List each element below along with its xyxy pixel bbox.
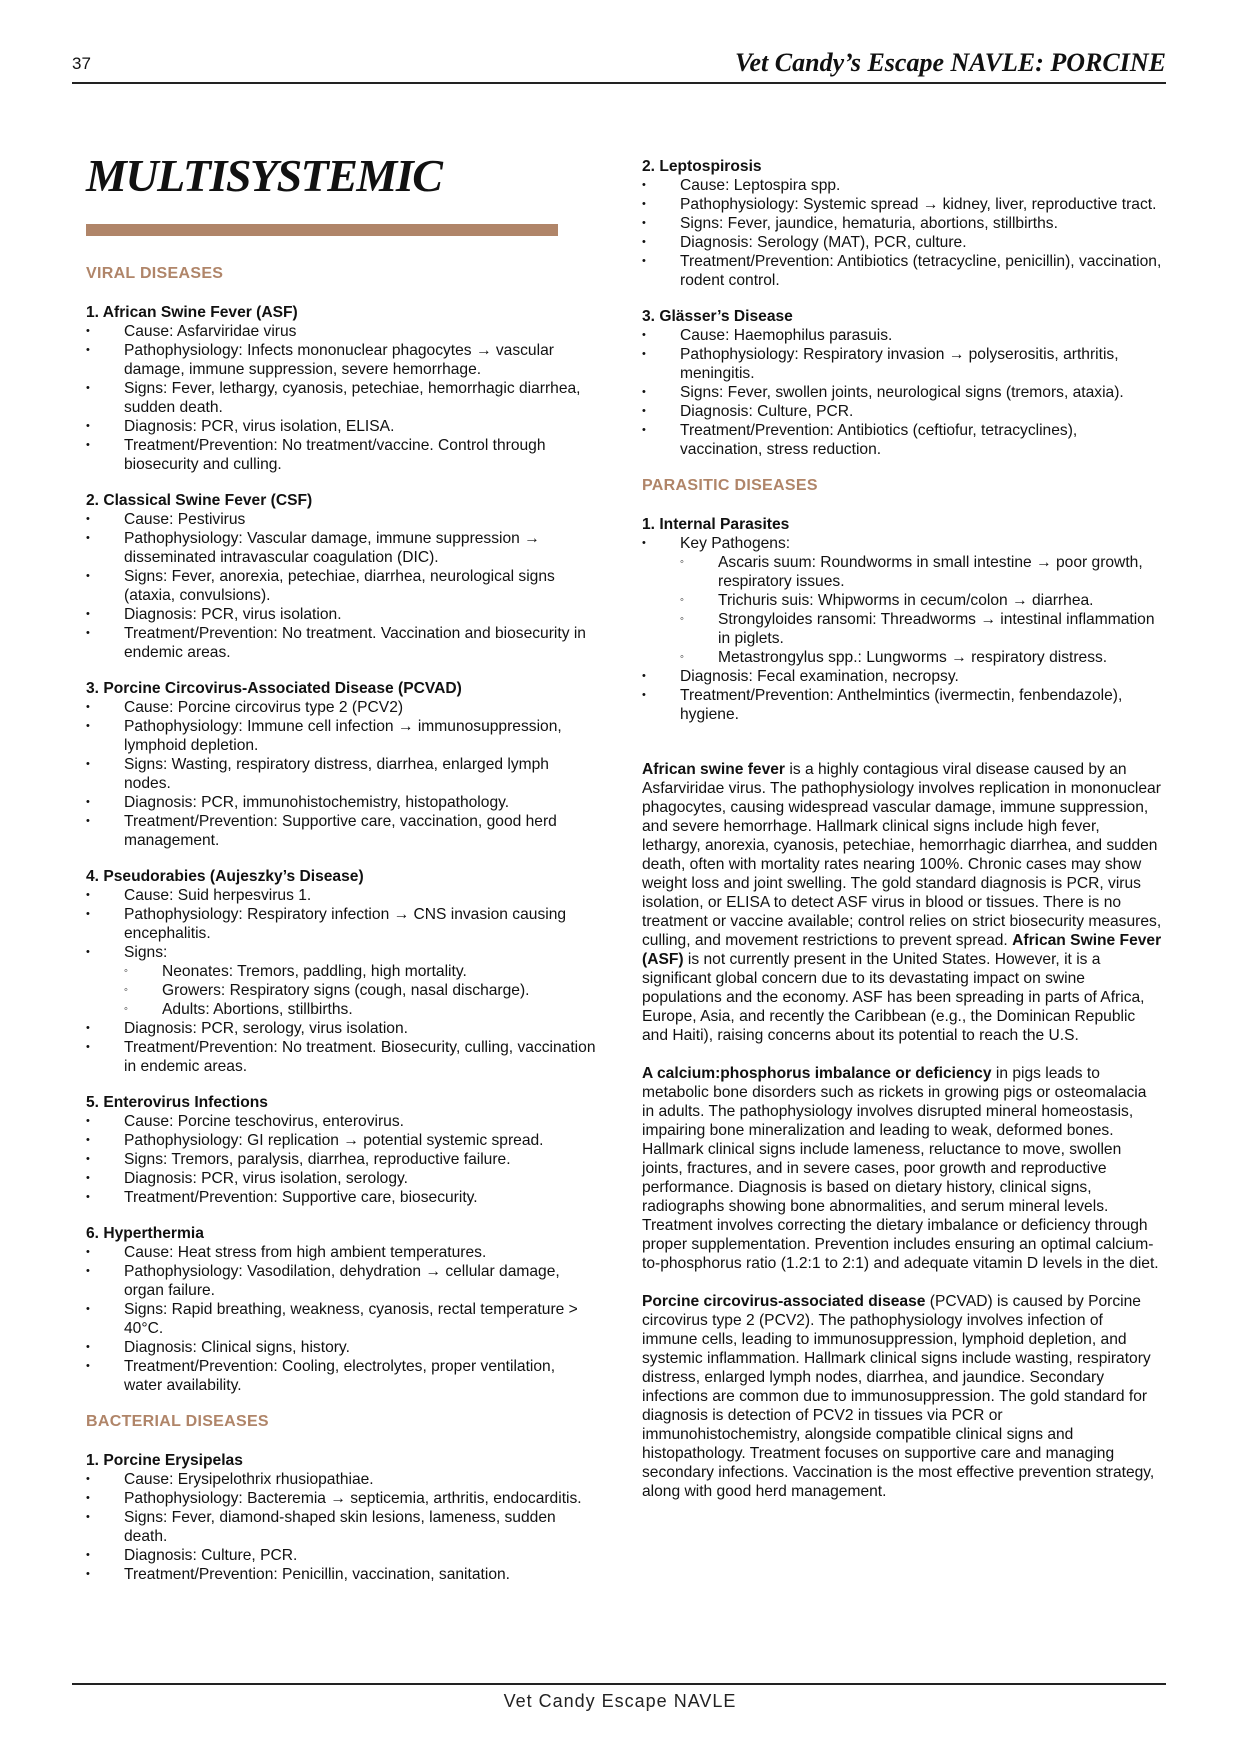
list-item: • Treatment/Prevention: No treatment. Vaccination and biosecurity in endemic areas. [86, 624, 596, 662]
disease-enterovirus [86, 1093, 596, 1207]
bullet-list [642, 534, 1162, 724]
list-item: • Pathophysiology: GI replication → potential systemic spread. [86, 1131, 596, 1150]
disease-glassers [642, 307, 1162, 459]
asf-text-2: is not currently present in the United States. However, it is a significant global concern due to its devastating impact on swine populations and the economy. ASF has been spreading in parts of Africa, Europe, Asia, and recently the Caribbean (e.g., the Dominican Republic and Haiti), raising concerns about its potential to reach the U.S. [642, 951, 1145, 1044]
sub-list [680, 553, 1162, 667]
disease-title: 1. African Swine Fever (ASF) [86, 304, 298, 321]
asf-bold-2: African Swine Fever (ASF) [642, 932, 1162, 968]
list-item: • Treatment/Prevention: Antibiotics (ceftiofur, tetracyclines), vaccination, stress reduction. [642, 421, 1162, 459]
list-item: • Pathophysiology: Infects mononuclear phagocytes → vascular damage, immune suppression, severe hemorrhage. [86, 341, 596, 379]
signs-label: Signs: [124, 944, 168, 961]
parasitic-diseases-heading: PARASITIC DISEASES [642, 477, 818, 494]
title-bar [86, 224, 558, 236]
calcium-paragraph [642, 1064, 1162, 1273]
list-item: • Diagnosis: PCR, virus isolation. [86, 605, 596, 624]
list-item: • Signs: Rapid breathing, weakness, cyanosis, rectal temperature > 40°C. [86, 1300, 596, 1338]
sub-list-item: ◦ Strongyloides ransomi: Threadworms → intestinal inflammation in piglets. [680, 610, 1162, 648]
list-item: • Diagnosis: PCR, serology, virus isolation. [86, 1019, 596, 1038]
list-item: • Pathophysiology: Respiratory infection → CNS invasion causing encephalitis. [86, 905, 596, 943]
disease-hyperthermia [86, 1224, 596, 1395]
left-column [86, 150, 596, 1601]
disease-title: 3. Glässer’s Disease [642, 308, 793, 325]
list-item: • Diagnosis: Fecal examination, necropsy. [642, 667, 1162, 686]
footer-text: Vet Candy Escape NAVLE [503, 1691, 737, 1711]
list-item: • Signs: Fever, jaundice, hematuria, abortions, stillbirths. [642, 214, 1162, 233]
list-item: • Pathophysiology: Immune cell infection → immunosuppression, lymphoid depletion. [86, 717, 596, 755]
list-item: • Treatment/Prevention: No treatment/vaccine. Control through biosecurity and culling. [86, 436, 596, 474]
sub-list-item: ◦ Ascaris suum: Roundworms in small intestine → poor growth, respiratory issues. [680, 553, 1162, 591]
right-column [642, 157, 1162, 1520]
list-item: • Cause: Haemophilus parasuis. [642, 326, 1162, 345]
asf-lead: African swine fever [642, 761, 786, 778]
disease-pseudorabies [86, 867, 596, 1076]
list-item: • Treatment/Prevention: Supportive care, vaccination, good herd management. [86, 812, 596, 850]
bullet-list [86, 1243, 596, 1395]
list-item: • Cause: Heat stress from high ambient temperatures. [86, 1243, 596, 1262]
sub-list-item: ◦ Trichuris suis: Whipworms in cecum/colon → diarrhea. [680, 591, 1162, 610]
bullet-list [86, 1112, 596, 1207]
list-item: • Cause: Leptospira spp. [642, 176, 1162, 195]
list-item: • Cause: Suid herpesvirus 1. [86, 886, 596, 905]
list-item: • Diagnosis: Clinical signs, history. [86, 1338, 596, 1357]
disease-title: 6. Hyperthermia [86, 1225, 204, 1242]
disease-title: 3. Porcine Circovirus-Associated Disease (PCVAD) [86, 680, 462, 697]
list-item: • Treatment/Prevention: Cooling, electrolytes, proper ventilation, water availability. [86, 1357, 596, 1395]
list-item: • Diagnosis: PCR, virus isolation, serology. [86, 1169, 596, 1188]
list-item: • Diagnosis: Culture, PCR. [86, 1546, 596, 1565]
asf-paragraph [642, 760, 1162, 1045]
list-item: • Signs: Fever, diamond-shaped skin lesions, lameness, sudden death. [86, 1508, 596, 1546]
sub-list-item: ◦ Adults: Abortions, stillbirths. [124, 1000, 596, 1019]
list-item [642, 534, 1162, 667]
list-item: • Cause: Porcine circovirus type 2 (PCV2) [86, 698, 596, 717]
list-item: • Diagnosis: PCR, virus isolation, ELISA. [86, 417, 596, 436]
list-item: • Signs: Fever, anorexia, petechiae, diarrhea, neurological signs (ataxia, convulsions). [86, 567, 596, 605]
list-item: • Diagnosis: Serology (MAT), PCR, culture. [642, 233, 1162, 252]
bullet-list [86, 886, 596, 1076]
disease-title: 1. Porcine Erysipelas [86, 1452, 243, 1469]
disease-title: 2. Leptospirosis [642, 158, 762, 175]
list-item: • Treatment/Prevention: Antibiotics (tetracycline, penicillin), vaccination, rodent control. [642, 252, 1162, 290]
bullet-list [86, 510, 596, 662]
pcvad-lead: Porcine circovirus-associated disease [642, 1293, 926, 1310]
list-item: • Cause: Erysipelothrix rhusiopathiae. [86, 1470, 596, 1489]
bullet-list [86, 1470, 596, 1584]
list-item: • Signs: Tremors, paralysis, diarrhea, reproductive failure. [86, 1150, 596, 1169]
sub-list-item: ◦ Neonates: Tremors, paddling, high mortality. [124, 962, 596, 981]
bullet-list [86, 698, 596, 850]
sub-list-item: ◦ Metastrongylus spp.: Lungworms → respiratory distress. [680, 648, 1162, 667]
sub-list [124, 962, 596, 1019]
running-title: Vet Candy’s Escape NAVLE: PORCINE [735, 48, 1166, 77]
list-item: • Pathophysiology: Vasodilation, dehydration → cellular damage, organ failure. [86, 1262, 596, 1300]
section-title: MULTISYSTEMIC [86, 150, 442, 201]
list-item: • Signs: Fever, swollen joints, neurological signs (tremors, ataxia). [642, 383, 1162, 402]
disease-leptospirosis [642, 157, 1162, 290]
list-item: • Treatment/Prevention: No treatment. Biosecurity, culling, vaccination in endemic areas. [86, 1038, 596, 1076]
list-item: • Treatment/Prevention: Penicillin, vaccination, sanitation. [86, 1565, 596, 1584]
disease-title: 1. Internal Parasites [642, 516, 790, 533]
list-item: • Cause: Asfarviridae virus [86, 322, 596, 341]
bacterial-diseases-heading: BACTERIAL DISEASES [86, 1413, 269, 1430]
disease-title: 5. Enterovirus Infections [86, 1094, 268, 1111]
disease-erysipelas [86, 1451, 596, 1584]
list-item: • Pathophysiology: Respiratory invasion → polyserositis, arthritis, meningitis. [642, 345, 1162, 383]
list-item: • Treatment/Prevention: Anthelmintics (ivermectin, fenbendazole), hygiene. [642, 686, 1162, 724]
list-item: • Pathophysiology: Systemic spread → kidney, liver, reproductive tract. [642, 195, 1162, 214]
header-rule [72, 82, 1166, 84]
key-pathogens-label: Key Pathogens: [680, 535, 791, 552]
page-number: 37 [72, 54, 91, 73]
list-item: • Signs: Wasting, respiratory distress, diarrhea, enlarged lymph nodes. [86, 755, 596, 793]
list-item: • Pathophysiology: Bacteremia → septicemia, arthritis, endocarditis. [86, 1489, 596, 1508]
list-item [86, 943, 596, 1019]
list-item: • Cause: Pestivirus [86, 510, 596, 529]
calcium-text: in pigs leads to metabolic bone disorders such as rickets in growing pigs or osteomalacia in adults. The pathophysiology involves disrupted mineral homeostasis, impairing bone mineralization and leading to weak, deformed bones. Hallmark clinical signs include lameness, reluctance to move, swollen joints, fractures, and in severe cases, poor growth and reproductive performance. Diagnosis is based on dietary history, clinical signs, radiographs showing bone abnormalities, and serum mineral levels. Treatment involves correcting the dietary imbalance or deficiency through proper supplementation. Prevention includes ensuring an optimal calcium-to-phosphorus ratio (1.2:1 to 2:1) and adequate vitamin D levels in the diet. [642, 1065, 1159, 1272]
list-item: • Pathophysiology: Vascular damage, immune suppression → disseminated intravascular coagulation (DIC). [86, 529, 596, 567]
calcium-lead: A calcium:phosphorus imbalance or deficiency [642, 1065, 992, 1082]
disease-asf [86, 303, 596, 474]
pcvad-text: (PCVAD) is caused by Porcine circovirus type 2 (PCV2). The pathophysiology involves infection of immune cells, leading to immunosuppression, lymphoid depletion, and systemic inflammation. Hallmark clinical signs include wasting, respiratory distress, enlarged lymph nodes, diarrhea, and jaundice. Secondary infections are common due to immunosuppression. The gold standard for diagnosis is detection of PCV2 in tissues via PCR or immunohistochemistry, alongside compatible clinical signs and histopathology. Treatment focuses on supportive care and managing secondary infections. Vaccination is the most effective prevention strategy, along with good herd management. [642, 1293, 1155, 1500]
sub-list-item: ◦ Growers: Respiratory signs (cough, nasal discharge). [124, 981, 596, 1000]
disease-csf [86, 491, 596, 662]
disease-pcvad [86, 679, 596, 850]
asf-text-1: is a highly contagious viral disease caused by an Asfarviridae virus. The pathophysiology involves replication in mononuclear phagocytes, causing widespread vascular damage, immune suppression, and severe hemorrhage. Hallmark clinical signs include high fever, lethargy, anorexia, cyanosis, petechiae, hemorrhagic diarrhea, and sudden death, often with mortality rates nearing 100%. Chronic cases may show weight loss and joint swelling. The gold standard diagnosis is PCR, virus isolation, or ELISA to detect ASF virus in blood or tissues. There is no treatment or vaccine available; control relies on strict biosecurity measures, culling, and movement restrictions to prevent spread. [642, 761, 1162, 949]
list-item: • Treatment/Prevention: Supportive care, biosecurity. [86, 1188, 596, 1207]
list-item: • Signs: Fever, lethargy, cyanosis, petechiae, hemorrhagic diarrhea, sudden death. [86, 379, 596, 417]
bullet-list [642, 326, 1162, 459]
viral-diseases-heading: VIRAL DISEASES [86, 265, 224, 282]
footer-rule [72, 1683, 1166, 1685]
disease-title: 2. Classical Swine Fever (CSF) [86, 492, 313, 509]
disease-internal-parasites [642, 515, 1162, 724]
disease-title: 4. Pseudorabies (Aujeszky’s Disease) [86, 868, 364, 885]
list-item: • Diagnosis: Culture, PCR. [642, 402, 1162, 421]
list-item: • Diagnosis: PCR, immunohistochemistry, histopathology. [86, 793, 596, 812]
bullet-list [86, 322, 596, 474]
pcvad-paragraph [642, 1292, 1162, 1501]
list-item: • Cause: Porcine teschovirus, enterovirus. [86, 1112, 596, 1131]
bullet-list [642, 176, 1162, 290]
